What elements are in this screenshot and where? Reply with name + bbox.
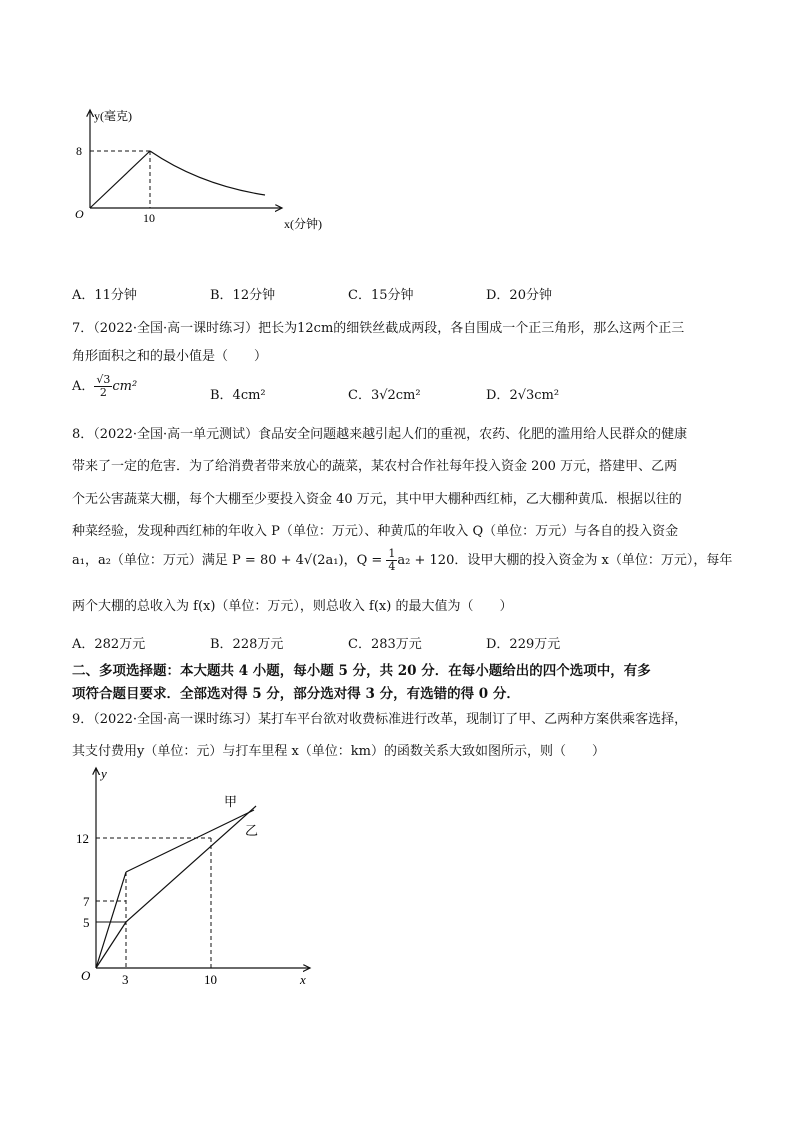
q7-line2: 角形面积之和的最小值是（ ） [72, 349, 268, 364]
q8-line1: 8．（2022·全国·高一单元测试）食品安全问题越来越引起人们的重视，农药、化肥的滥用给人民群众的健康 [72, 427, 688, 442]
decay-curve [150, 151, 265, 195]
q7-option-c-value: 3√2cm² [370, 388, 421, 403]
q9-line1: 9．（2022·全国·高一课时练习）某打车平台欲对收费标准进行改革，现制订了甲、乙两种方案供乘客选择， [72, 712, 688, 727]
q7-option-a-frac [94, 374, 112, 399]
q7-option-c-label: C． [348, 388, 371, 403]
q8-line5-start: a₁，a₂（单位：万元）满足 P = 80 + 4√(2a₁)，Q = [72, 553, 383, 568]
q8-line3: 个无公害蔬菜大棚，每个大棚至少要投入资金 40 万元，其中甲大棚种西红柿，乙大棚种黄瓜．根据以往的 [72, 492, 682, 507]
y-tick-12: 12 [76, 831, 89, 846]
q6-option-a[interactable]: A．11分钟 [72, 288, 137, 303]
q8-option-b[interactable]: B．228万元 [210, 637, 284, 652]
series-jia-steep [96, 872, 126, 968]
q8-line5 [72, 548, 732, 573]
x-axis-label: x [300, 972, 306, 987]
q7-option-b[interactable]: B．4cm² [210, 388, 266, 403]
q8-line2: 带来了一定的危害．为了给消费者带来放心的蔬菜，某农村合作社每年投入资金 200 万元，搭建甲、乙两 [72, 459, 678, 474]
q7-line1: 7．（2022·全国·高一课时练习）把长为12cm的细铁丝截成两段，各自围成一个正三角形，那么这两个正三 [72, 321, 685, 336]
q7-option-d[interactable] [486, 384, 559, 403]
y-tick-5: 5 [83, 915, 90, 930]
q8-option-d[interactable]: D．229万元 [486, 637, 561, 652]
q7-option-a-unit: cm² [112, 379, 138, 394]
y-axis-label: y(毫克) [94, 109, 132, 123]
series-yi-line-2 [126, 806, 259, 922]
rise-line [90, 151, 150, 208]
y-tick-7: 7 [83, 894, 90, 909]
origin-label: O [81, 968, 91, 983]
origin-label: O [75, 207, 84, 221]
q7-option-a-label: A． [72, 379, 95, 394]
graph-decay [60, 100, 350, 240]
x-tick-3: 3 [122, 972, 129, 987]
x-axis-label: x(分钟) [284, 217, 322, 231]
section2-heading-line1: 二、多项选择题：本大题共 4 小题，每小题 5 分，共 20 分．在每小题给出的四个选项中，有多 [72, 663, 651, 679]
q8-line6: 两个大棚的总收入为 f(x)（单位：万元），则总收入 f(x) 的最大值为（ ） [72, 599, 513, 614]
frac-num: 1 [388, 547, 396, 560]
series-jia-line [126, 810, 254, 872]
series-yi-label: 乙 [245, 823, 259, 838]
q7-option-d-value: 2√3cm² [509, 388, 560, 403]
q8-option-c[interactable]: C．283万元 [348, 637, 422, 652]
q6-option-b[interactable]: B．12分钟 [210, 288, 276, 303]
graph-fare [72, 762, 322, 992]
q8-frac [386, 548, 397, 573]
frac-den: 2 [99, 386, 107, 399]
series-yi-line [96, 922, 126, 968]
y-axis-label: y [101, 766, 107, 781]
q7-option-a[interactable] [72, 374, 137, 399]
q6-option-c[interactable]: C．15分钟 [348, 288, 414, 303]
x-tick-10: 10 [143, 211, 155, 225]
q8-option-a[interactable]: A．282万元 [72, 637, 146, 652]
series-jia-label: 甲 [224, 794, 238, 809]
frac-num: √3 [96, 373, 111, 386]
q8-line5-end: a₂ + 120．设甲大棚的投入资金为 x（单位：万元），每年 [397, 553, 733, 568]
q8-line4: 种菜经验，发现种西红柿的年收入 P（单位：万元）、种黄瓜的年收入 Q（单位：万元）与各自的投入资金 [72, 524, 679, 539]
section2-heading-line2: 项符合题目要求．全部选对得 5 分，部分选对得 3 分，有选错的得 0 分． [72, 686, 520, 702]
x-tick-10: 10 [204, 972, 217, 987]
frac-den: 4 [388, 560, 396, 573]
q6-option-d[interactable]: D．20分钟 [486, 288, 552, 303]
y-tick-8: 8 [76, 144, 82, 158]
q7-option-c[interactable] [348, 384, 421, 403]
q9-line2: 其支付费用y（单位：元）与打车里程 x（单位：km）的函数关系大致如图所示，则（ ） [72, 744, 606, 759]
q7-option-d-label: D． [486, 388, 510, 403]
